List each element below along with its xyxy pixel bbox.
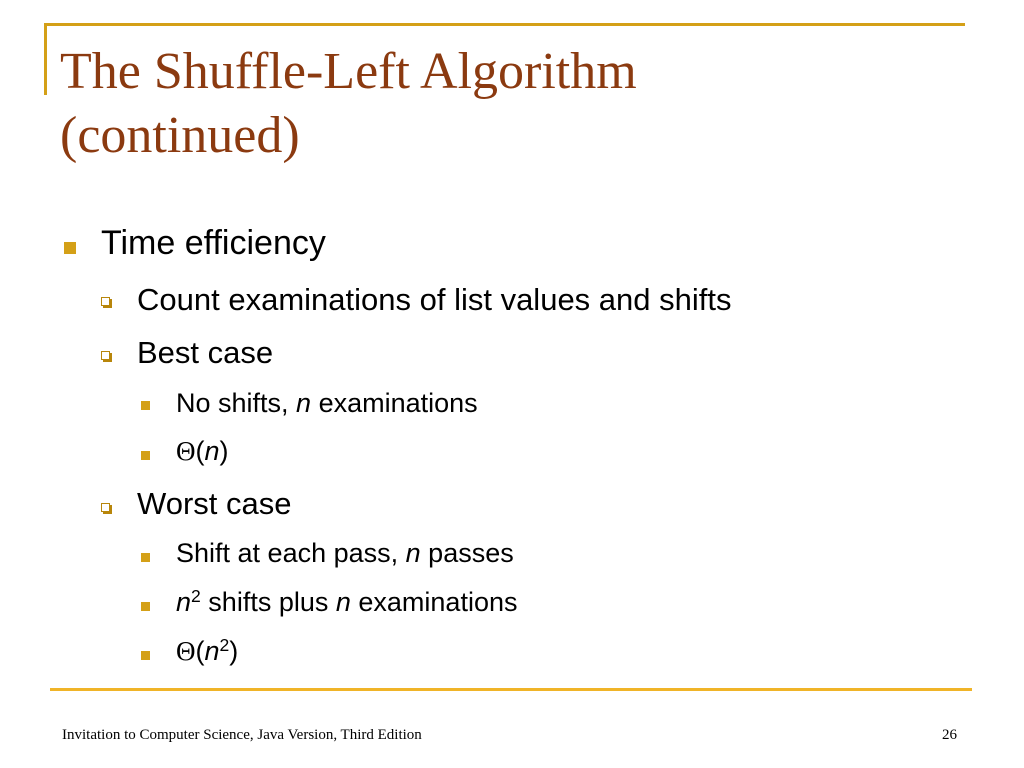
- frame-left-rule: [44, 23, 47, 95]
- close-paren: ): [229, 636, 239, 666]
- square-bullet-icon: [64, 242, 76, 254]
- bullet-n-squared-shifts: [176, 587, 517, 618]
- frame-top-rule: [44, 23, 965, 26]
- n-variable: n: [405, 538, 421, 568]
- title-line-1: The Shuffle-Left Algorithm: [60, 43, 637, 100]
- bullet-best-case: Best case: [137, 335, 274, 370]
- square-bullet-icon: [141, 602, 150, 611]
- bullet-theta-n: [176, 436, 229, 467]
- title-line-2: (continued): [60, 107, 300, 164]
- bullet-count-examinations: Count examinations of list values and shifts: [137, 282, 732, 317]
- bullet-no-shifts: [176, 388, 478, 419]
- shifts-plus-text: shifts plus: [200, 587, 336, 617]
- n-variable: n: [204, 636, 220, 666]
- bullet-shift-each-pass: [176, 538, 514, 569]
- square-bullet-icon: [141, 401, 150, 410]
- n-variable: n: [296, 388, 312, 418]
- hollow-square-bullet-icon: [101, 297, 110, 306]
- no-shifts-text: No shifts,: [176, 388, 297, 418]
- square-bullet-icon: [141, 651, 150, 660]
- n-variable: n: [204, 436, 220, 466]
- bullet-theta-n-squared: [176, 636, 238, 667]
- exponent: 2: [191, 586, 201, 607]
- slide-title: [60, 40, 960, 168]
- hollow-square-bullet-icon: [101, 351, 110, 360]
- passes-text: passes: [420, 538, 514, 568]
- footer-rule: [50, 688, 972, 691]
- open-paren: (: [195, 636, 205, 666]
- bullet-time-efficiency: Time efficiency: [101, 224, 326, 262]
- square-bullet-icon: [141, 553, 150, 562]
- theta-symbol: Θ: [176, 636, 196, 666]
- page-number: 26: [942, 727, 957, 743]
- examinations-text: examinations: [350, 587, 518, 617]
- exponent: 2: [219, 635, 230, 656]
- n-variable: n: [176, 587, 192, 617]
- close-paren: ): [219, 436, 229, 466]
- bullet-worst-case: Worst case: [137, 486, 292, 521]
- open-paren: (: [195, 436, 205, 466]
- theta-symbol: Θ: [176, 436, 196, 466]
- n-variable: n: [335, 587, 351, 617]
- examinations-text: examinations: [311, 388, 478, 418]
- footer-book-title: Invitation to Computer Science, Java Version, Third Edition: [62, 727, 422, 743]
- hollow-square-bullet-icon: [101, 503, 110, 512]
- square-bullet-icon: [141, 451, 150, 460]
- shift-text: Shift at each pass,: [176, 538, 406, 568]
